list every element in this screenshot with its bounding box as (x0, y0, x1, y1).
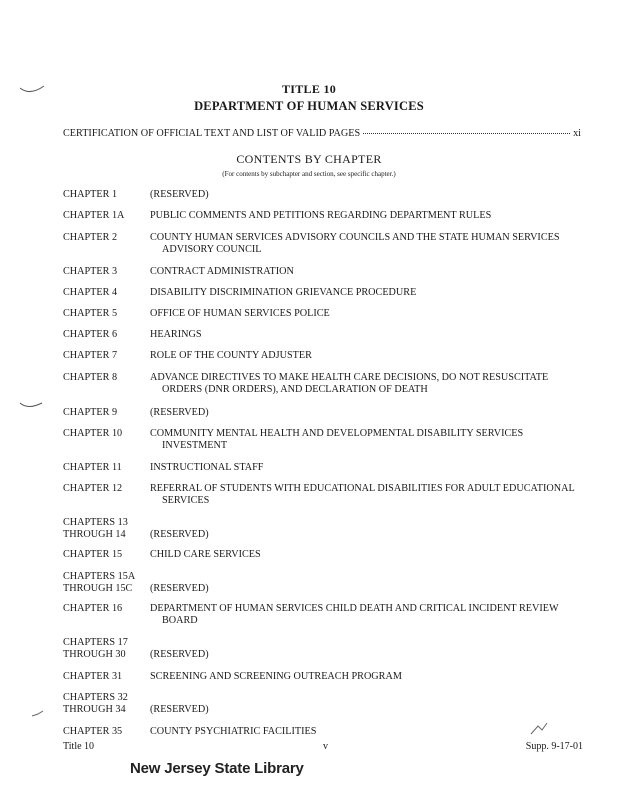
chapter-title-line: CHILD CARE SERVICES (150, 549, 261, 560)
chapter-number-line: CHAPTER 5 (63, 308, 118, 319)
chapter-title-line: DISABILITY DISCRIMINATION GRIEVANCE PROCEDURE (150, 287, 417, 298)
chapter-title (150, 603, 590, 627)
contents-note: (For contents by subchapter and section, see specific chapter.) (222, 170, 396, 178)
chapter-number (63, 462, 149, 474)
chapter-title (150, 549, 590, 561)
chapter-title-line: ORDERS (DNR ORDERS), AND DECLARATION OF DEATH (162, 384, 428, 395)
chapter-number (63, 428, 149, 440)
chapter-title-line: DEPARTMENT OF HUMAN SERVICES CHILD DEATH AND CRITICAL INCIDENT REVIEW (150, 603, 559, 614)
chapter-number-line: CHAPTER 12 (63, 483, 123, 494)
chapter-number-line: CHAPTERS 15A (63, 571, 136, 582)
chapter-number-line: THROUGH 34 (63, 704, 126, 715)
chapter-title (150, 210, 590, 222)
library-stamp: New Jersey State Library (130, 760, 304, 777)
chapter-number (63, 726, 149, 738)
chapter-title-line: INSTRUCTIONAL STAFF (150, 462, 264, 473)
chapter-title-line: BOARD (162, 615, 198, 626)
chapter-number (63, 549, 149, 561)
chapter-number (63, 372, 149, 384)
chapter-title (150, 350, 590, 362)
certification-page: xi (573, 128, 581, 139)
chapter-number (63, 329, 149, 341)
chapter-title (150, 704, 590, 716)
chapter-number (63, 189, 149, 201)
chapter-number (63, 483, 149, 495)
chapter-title (150, 428, 590, 452)
chapter-number (63, 350, 149, 362)
chapter-title (150, 483, 590, 507)
chapter-number-line: CHAPTER 16 (63, 603, 123, 614)
chapter-number (63, 637, 149, 661)
chapter-title-line: SCREENING AND SCREENING OUTREACH PROGRAM (150, 671, 402, 682)
chapter-title-line: ROLE OF THE COUNTY ADJUSTER (150, 350, 312, 361)
chapter-title (150, 407, 590, 419)
chapter-title-line: ADVANCE DIRECTIVES TO MAKE HEALTH CARE DECISIONS, DO NOT RESUSCITATE (150, 372, 549, 383)
chapter-number (63, 517, 149, 541)
chapter-number-line: CHAPTERS 32 (63, 692, 128, 703)
chapter-number (63, 671, 149, 683)
chapter-title (150, 329, 590, 341)
chapter-title (150, 266, 590, 278)
chapter-title-line: (RESERVED) (150, 529, 209, 540)
chapter-number-line: CHAPTER 1 (63, 189, 118, 200)
chapter-title (150, 726, 590, 738)
chapter-title-line: COUNTY PSYCHIATRIC FACILITIES (150, 726, 317, 737)
chapter-title-line: COUNTY HUMAN SERVICES ADVISORY COUNCILS AND THE STATE HUMAN SERVICES (150, 232, 560, 243)
chapter-title-line: SERVICES (162, 495, 210, 506)
chapter-title (150, 583, 590, 595)
chapter-title-line: INVESTMENT (162, 440, 228, 451)
chapter-number (63, 603, 149, 615)
chapter-title-line: HEARINGS (150, 329, 202, 340)
chapter-number (63, 266, 149, 278)
chapter-number-line: CHAPTER 7 (63, 350, 118, 361)
chapter-title (150, 189, 590, 201)
chapter-title-line: (RESERVED) (150, 583, 209, 594)
chapter-title-line: (RESERVED) (150, 649, 209, 660)
chapter-number-line: CHAPTERS 17 (63, 637, 128, 648)
chapter-title-line: (RESERVED) (150, 407, 209, 418)
chapter-number (63, 287, 149, 299)
document-title: TITLE 10 (281, 82, 337, 96)
chapter-title-line: COMMUNITY MENTAL HEALTH AND DEVELOPMENTAL DISABILITY SERVICES (150, 428, 524, 439)
chapter-number-line: CHAPTER 1A (63, 210, 125, 221)
chapter-number-line: CHAPTER 11 (63, 462, 122, 473)
chapter-number-line: THROUGH 14 (63, 529, 126, 540)
chapter-title-line: PUBLIC COMMENTS AND PETITIONS REGARDING DEPARTMENT RULES (150, 210, 492, 221)
footer-title: Title 10 (63, 741, 95, 752)
chapter-number (63, 308, 149, 320)
chapter-number-line: THROUGH 30 (63, 649, 126, 660)
chapter-number-line: CHAPTER 2 (63, 232, 118, 243)
chapter-number-line: THROUGH 15C (63, 583, 133, 594)
chapter-number (63, 407, 149, 419)
contents-heading: CONTENTS BY CHAPTER (236, 152, 382, 166)
chapter-title (150, 649, 590, 661)
chapter-title (150, 462, 590, 474)
chapter-number-line: CHAPTER 9 (63, 407, 118, 418)
chapter-title-line: ADVISORY COUNCIL (162, 244, 262, 255)
footer-page-number: v (323, 741, 328, 752)
chapter-title-line: (RESERVED) (150, 189, 209, 200)
chapter-title (150, 671, 590, 683)
chapter-number-line: CHAPTER 6 (63, 329, 118, 340)
chapter-title (150, 529, 590, 541)
chapter-number (63, 232, 149, 244)
chapter-title-line: (RESERVED) (150, 704, 209, 715)
chapter-number-line: CHAPTER 4 (63, 287, 118, 298)
chapter-number-line: CHAPTER 31 (63, 671, 123, 682)
department-name: DEPARTMENT OF HUMAN SERVICES (194, 99, 424, 113)
chapter-title-line: OFFICE OF HUMAN SERVICES POLICE (150, 308, 330, 319)
chapter-number (63, 692, 149, 716)
chapter-title-line: CONTRACT ADMINISTRATION (150, 266, 294, 277)
chapter-number-line: CHAPTER 8 (63, 372, 118, 383)
chapter-number-line: CHAPTER 3 (63, 266, 118, 277)
footer-supplement: Supp. 9-17-01 (525, 741, 583, 752)
chapter-title (150, 372, 590, 396)
chapter-title (150, 308, 590, 320)
chapter-number-line: CHAPTER 35 (63, 726, 123, 737)
chapter-title (150, 287, 590, 299)
chapter-number (63, 571, 149, 595)
chapter-number-line: CHAPTER 15 (63, 549, 123, 560)
chapter-number-line: CHAPTER 10 (63, 428, 123, 439)
chapter-title-line: REFERRAL OF STUDENTS WITH EDUCATIONAL DISABILITIES FOR ADULT EDUCATIONAL (150, 483, 575, 494)
certification-text: CERTIFICATION OF OFFICIAL TEXT AND LIST OF VALID PAGES (63, 128, 361, 139)
chapter-title (150, 232, 590, 256)
chapter-number-line: CHAPTERS 13 (63, 517, 128, 528)
chapter-number (63, 210, 149, 222)
